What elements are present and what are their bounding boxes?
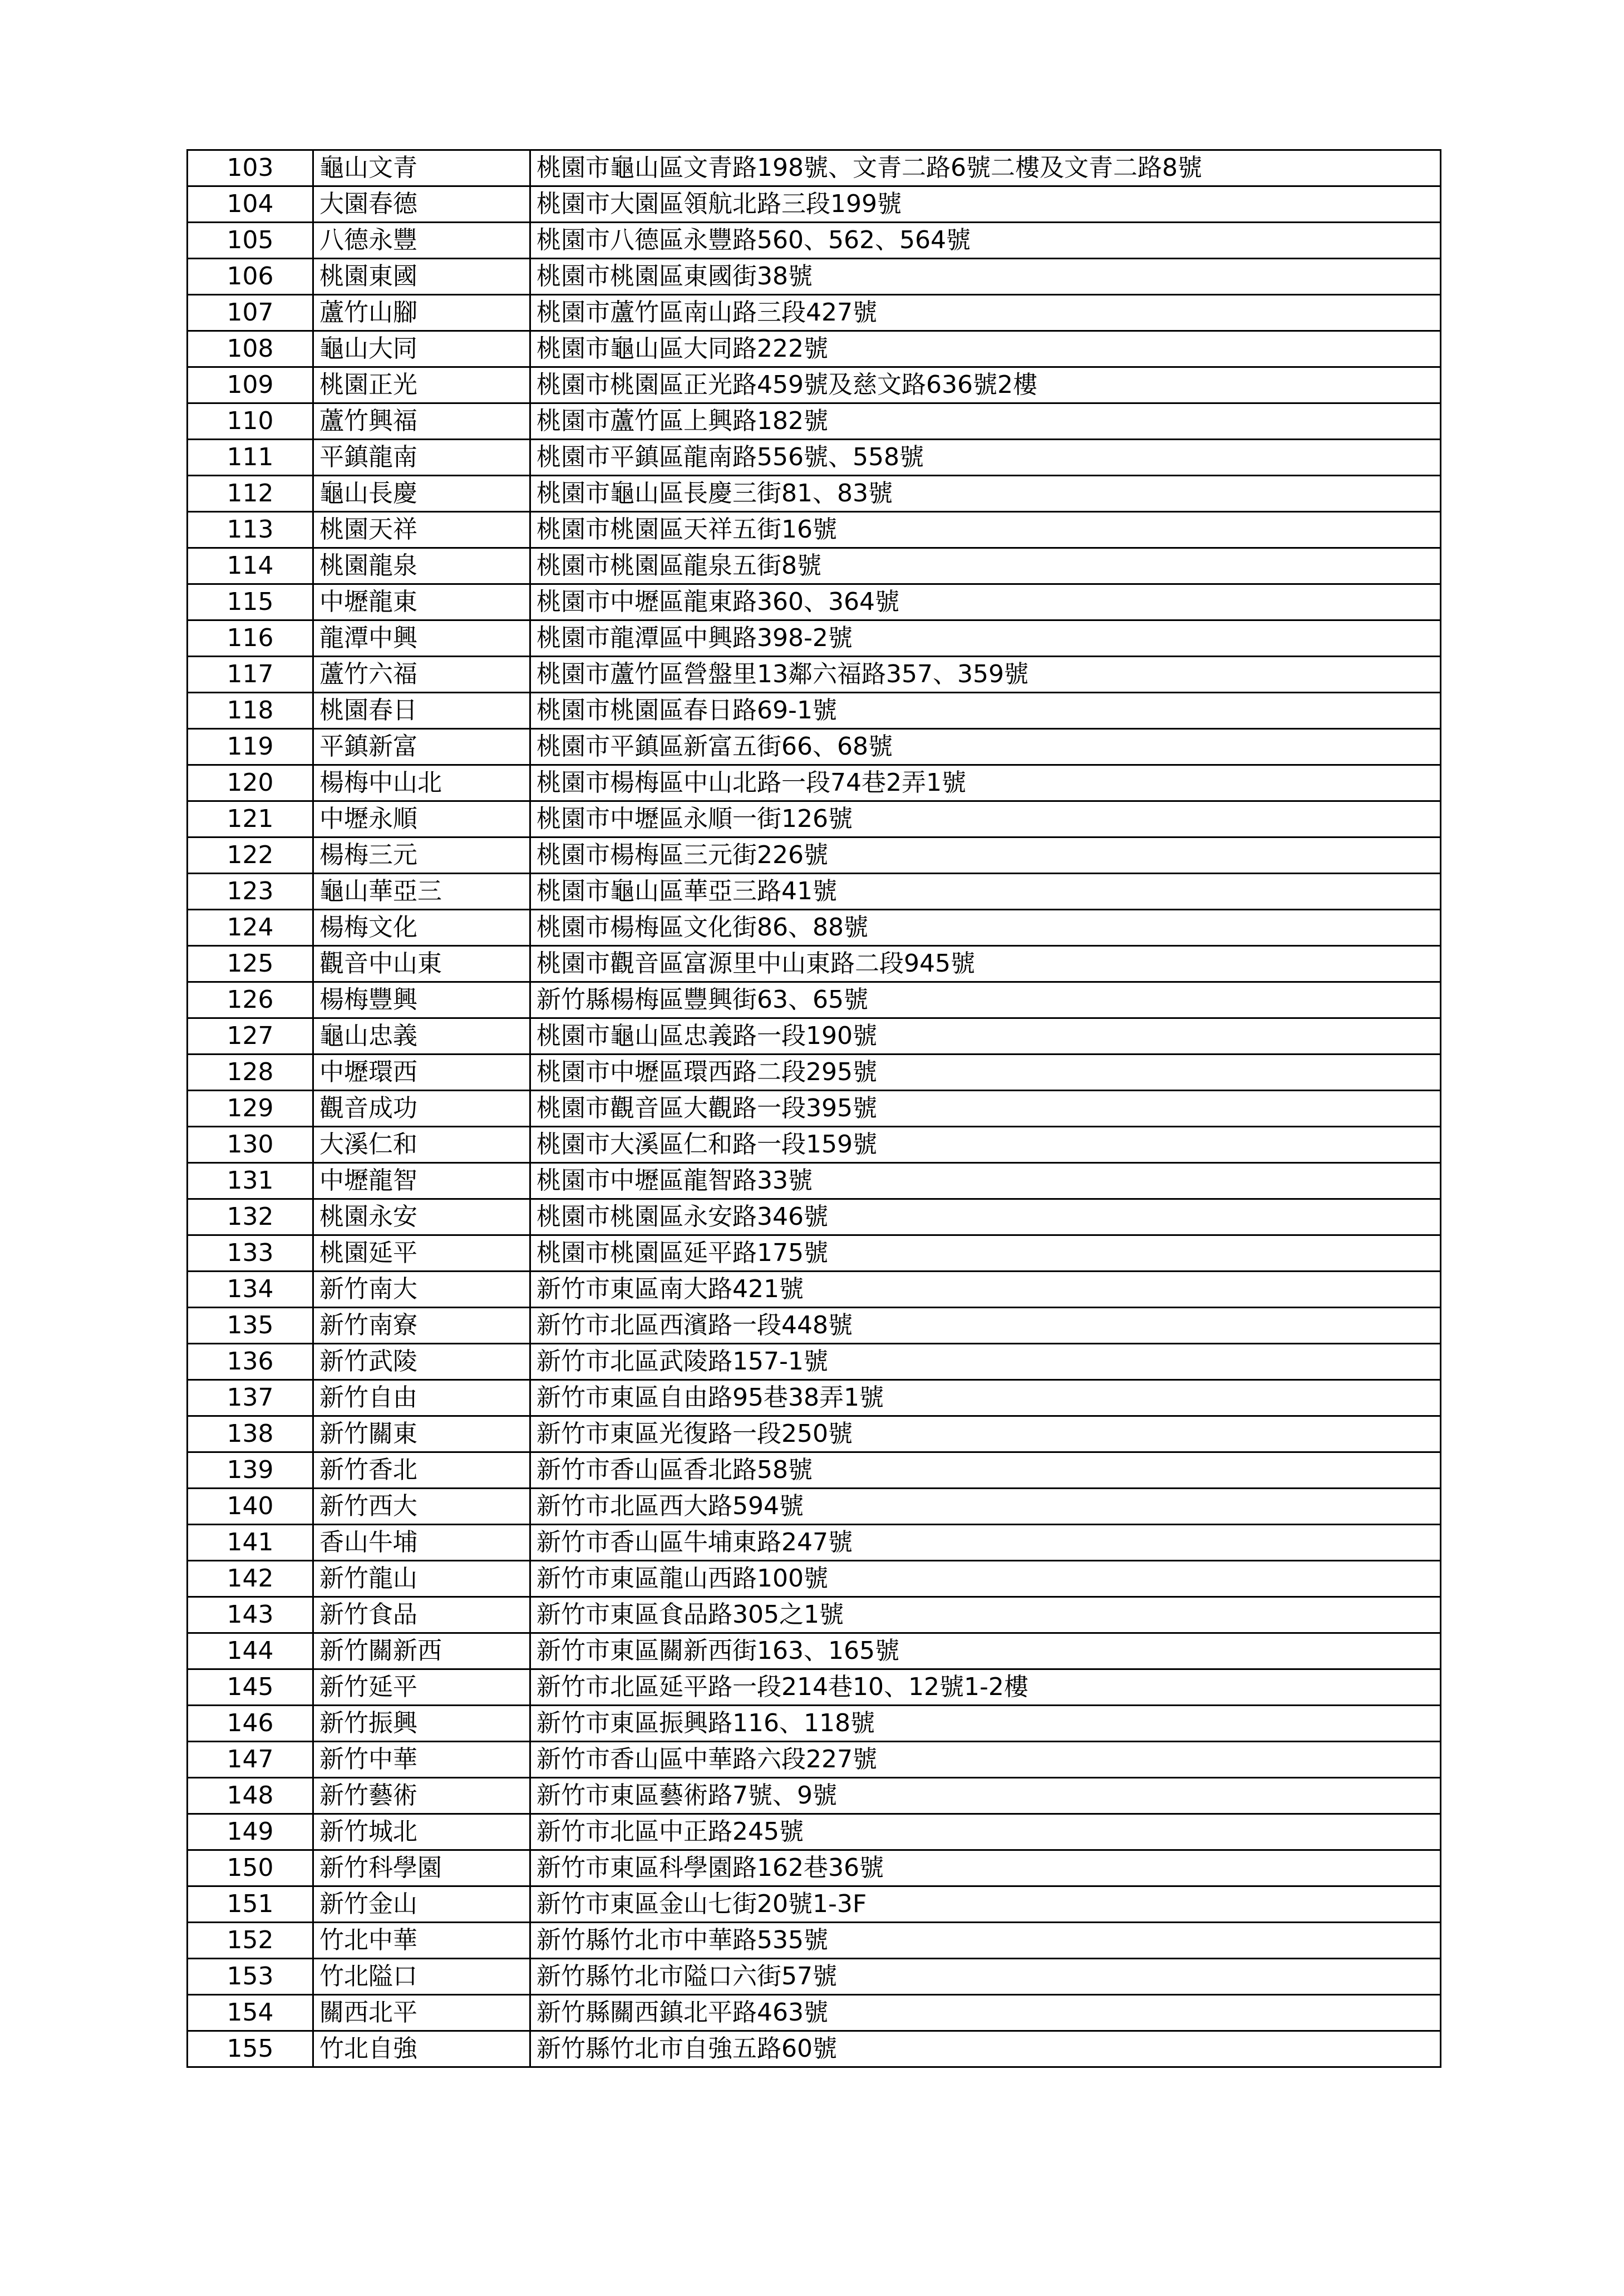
store-name-cell: 楊梅豐興 (313, 982, 530, 1018)
table-row (188, 1814, 1441, 1850)
table-row (188, 1597, 1441, 1633)
table-row (188, 620, 1441, 657)
table-row (188, 946, 1441, 982)
row-number-cell: 133 (188, 1235, 313, 1272)
store-address-cell: 新竹市東區南大路421號 (530, 1272, 1441, 1308)
table-row (188, 548, 1441, 584)
row-number-cell: 120 (188, 765, 313, 801)
row-number-cell: 140 (188, 1489, 313, 1525)
table-row (188, 403, 1441, 440)
store-address-cell: 桃園市八德區永豐路560、562、564號 (530, 223, 1441, 259)
table-row (188, 1344, 1441, 1380)
store-name-cell: 觀音中山東 (313, 946, 530, 982)
row-number-cell: 139 (188, 1452, 313, 1489)
table-row (188, 367, 1441, 403)
table-row (188, 910, 1441, 946)
store-name-cell: 桃園東國 (313, 259, 530, 295)
row-number-cell: 126 (188, 982, 313, 1018)
store-name-cell: 關西北平 (313, 1995, 530, 2031)
store-address-cell: 桃園市觀音區富源里中山東路二段945號 (530, 946, 1441, 982)
table-row (188, 1489, 1441, 1525)
table-row (188, 440, 1441, 476)
store-name-cell: 觀音成功 (313, 1091, 530, 1127)
store-name-cell: 龜山忠義 (313, 1018, 530, 1055)
store-name-cell: 中壢永順 (313, 801, 530, 837)
table-row (188, 801, 1441, 837)
row-number-cell: 103 (188, 150, 313, 186)
table-row (188, 1452, 1441, 1489)
store-name-cell: 中壢龍智 (313, 1163, 530, 1199)
store-name-cell: 龍潭中興 (313, 620, 530, 657)
store-address-cell: 新竹市東區振興路116、118號 (530, 1706, 1441, 1742)
row-number-cell: 121 (188, 801, 313, 837)
store-address-cell: 桃園市龜山區文青路198號、文青二路6號二樓及文青二路8號 (530, 150, 1441, 186)
store-address-cell: 桃園市觀音區大觀路一段395號 (530, 1091, 1441, 1127)
store-name-cell: 中壢環西 (313, 1055, 530, 1091)
row-number-cell: 130 (188, 1127, 313, 1163)
table-row (188, 1199, 1441, 1235)
store-address-cell: 新竹市東區藝術路7號、9號 (530, 1778, 1441, 1814)
row-number-cell: 125 (188, 946, 313, 982)
row-number-cell: 131 (188, 1163, 313, 1199)
store-address-cell: 新竹市北區中正路245號 (530, 1814, 1441, 1850)
table-row (188, 729, 1441, 765)
store-name-cell: 新竹振興 (313, 1706, 530, 1742)
row-number-cell: 138 (188, 1416, 313, 1452)
store-address-cell: 新竹市東區科學園路162巷36號 (530, 1850, 1441, 1886)
store-address-cell: 桃園市中壢區龍智路33號 (530, 1163, 1441, 1199)
store-name-cell: 楊梅文化 (313, 910, 530, 946)
row-number-cell: 119 (188, 729, 313, 765)
store-address-cell: 桃園市大園區領航北路三段199號 (530, 186, 1441, 223)
store-address-cell: 新竹縣竹北市中華路535號 (530, 1923, 1441, 1959)
store-name-cell: 竹北中華 (313, 1923, 530, 1959)
row-number-cell: 110 (188, 403, 313, 440)
table-row (188, 1525, 1441, 1561)
row-number-cell: 144 (188, 1633, 313, 1669)
store-name-cell: 桃園龍泉 (313, 548, 530, 584)
table-row (188, 1018, 1441, 1055)
row-number-cell: 107 (188, 295, 313, 331)
row-number-cell: 109 (188, 367, 313, 403)
table-row (188, 1561, 1441, 1597)
store-name-cell: 楊梅三元 (313, 837, 530, 874)
table-row (188, 1163, 1441, 1199)
store-address-cell: 桃園市龍潭區中興路398-2號 (530, 620, 1441, 657)
store-address-cell: 桃園市蘆竹區營盤里13鄰六福路357、359號 (530, 657, 1441, 693)
table-row (188, 1778, 1441, 1814)
row-number-cell: 104 (188, 186, 313, 223)
store-address-cell: 桃園市龜山區忠義路一段190號 (530, 1018, 1441, 1055)
store-name-cell: 蘆竹六福 (313, 657, 530, 693)
store-name-cell: 新竹藝術 (313, 1778, 530, 1814)
table-row (188, 259, 1441, 295)
store-address-cell: 桃園市中壢區永順一街126號 (530, 801, 1441, 837)
store-name-cell: 新竹南寮 (313, 1308, 530, 1344)
row-number-cell: 129 (188, 1091, 313, 1127)
row-number-cell: 105 (188, 223, 313, 259)
store-address-cell: 桃園市桃園區永安路346號 (530, 1199, 1441, 1235)
store-name-cell: 八德永豐 (313, 223, 530, 259)
store-name-cell: 新竹科學園 (313, 1850, 530, 1886)
store-name-cell: 新竹龍山 (313, 1561, 530, 1597)
row-number-cell: 127 (188, 1018, 313, 1055)
row-number-cell: 122 (188, 837, 313, 874)
row-number-cell: 132 (188, 1199, 313, 1235)
row-number-cell: 112 (188, 476, 313, 512)
store-name-cell: 竹北隘口 (313, 1959, 530, 1995)
table-row (188, 982, 1441, 1018)
table-row (188, 837, 1441, 874)
store-address-table (186, 149, 1441, 2068)
store-address-cell: 桃園市平鎮區新富五街66、68號 (530, 729, 1441, 765)
row-number-cell: 111 (188, 440, 313, 476)
store-address-cell: 新竹市東區關新西街163、165號 (530, 1633, 1441, 1669)
store-address-cell: 新竹市北區武陵路157-1號 (530, 1344, 1441, 1380)
table-row (188, 874, 1441, 910)
row-number-cell: 137 (188, 1380, 313, 1416)
store-address-cell: 桃園市桃園區春日路69-1號 (530, 693, 1441, 729)
table-row (188, 1235, 1441, 1272)
row-number-cell: 149 (188, 1814, 313, 1850)
store-name-cell: 竹北自強 (313, 2031, 530, 2067)
store-name-cell: 新竹武陵 (313, 1344, 530, 1380)
store-name-cell: 新竹城北 (313, 1814, 530, 1850)
store-name-cell: 新竹自由 (313, 1380, 530, 1416)
store-address-cell: 新竹市香山區中華路六段227號 (530, 1742, 1441, 1778)
store-address-cell: 新竹市香山區香北路58號 (530, 1452, 1441, 1489)
store-name-cell: 桃園天祥 (313, 512, 530, 548)
store-address-cell: 新竹縣竹北市隘口六街57號 (530, 1959, 1441, 1995)
store-address-cell: 桃園市楊梅區三元街226號 (530, 837, 1441, 874)
table-row (188, 1886, 1441, 1923)
store-name-cell: 中壢龍東 (313, 584, 530, 620)
store-address-cell: 桃園市桃園區東國街38號 (530, 259, 1441, 295)
store-address-cell: 桃園市桃園區龍泉五街8號 (530, 548, 1441, 584)
row-number-cell: 136 (188, 1344, 313, 1380)
row-number-cell: 145 (188, 1669, 313, 1706)
row-number-cell: 116 (188, 620, 313, 657)
table-row (188, 657, 1441, 693)
store-address-cell: 桃園市龜山區華亞三路41號 (530, 874, 1441, 910)
store-address-cell: 新竹縣關西鎮北平路463號 (530, 1995, 1441, 2031)
table-row (188, 476, 1441, 512)
row-number-cell: 115 (188, 584, 313, 620)
store-address-cell: 桃園市桃園區正光路459號及慈文路636號2樓 (530, 367, 1441, 403)
store-name-cell: 龜山華亞三 (313, 874, 530, 910)
table-row (188, 2031, 1441, 2067)
table-row (188, 1127, 1441, 1163)
row-number-cell: 123 (188, 874, 313, 910)
store-name-cell: 新竹食品 (313, 1597, 530, 1633)
row-number-cell: 147 (188, 1742, 313, 1778)
row-number-cell: 108 (188, 331, 313, 367)
table-row (188, 331, 1441, 367)
store-address-cell: 桃園市蘆竹區上興路182號 (530, 403, 1441, 440)
store-name-cell: 龜山長慶 (313, 476, 530, 512)
row-number-cell: 118 (188, 693, 313, 729)
row-number-cell: 148 (188, 1778, 313, 1814)
store-name-cell: 龜山大同 (313, 331, 530, 367)
table-row (188, 693, 1441, 729)
store-address-cell: 桃園市大溪區仁和路一段159號 (530, 1127, 1441, 1163)
table-row (188, 1706, 1441, 1742)
table-row (188, 1742, 1441, 1778)
store-address-cell: 桃園市蘆竹區南山路三段427號 (530, 295, 1441, 331)
store-name-cell: 大溪仁和 (313, 1127, 530, 1163)
store-address-cell: 桃園市平鎮區龍南路556號、558號 (530, 440, 1441, 476)
table-row (188, 150, 1441, 186)
row-number-cell: 135 (188, 1308, 313, 1344)
store-name-cell: 蘆竹興福 (313, 403, 530, 440)
store-address-cell: 桃園市龜山區長慶三街81、83號 (530, 476, 1441, 512)
store-address-cell: 新竹市東區食品路305之1號 (530, 1597, 1441, 1633)
row-number-cell: 134 (188, 1272, 313, 1308)
store-address-cell: 新竹市北區延平路一段214巷10、12號1-2樓 (530, 1669, 1441, 1706)
store-name-cell: 新竹中華 (313, 1742, 530, 1778)
row-number-cell: 124 (188, 910, 313, 946)
store-name-cell: 香山牛埔 (313, 1525, 530, 1561)
store-address-cell: 桃園市桃園區天祥五街16號 (530, 512, 1441, 548)
store-name-cell: 新竹南大 (313, 1272, 530, 1308)
row-number-cell: 113 (188, 512, 313, 548)
table-row (188, 1055, 1441, 1091)
table-body (188, 150, 1441, 2067)
row-number-cell: 143 (188, 1597, 313, 1633)
store-address-cell: 新竹市北區西濱路一段448號 (530, 1308, 1441, 1344)
table-row (188, 1995, 1441, 2031)
table-row (188, 1308, 1441, 1344)
store-name-cell: 新竹西大 (313, 1489, 530, 1525)
store-address-cell: 桃園市楊梅區中山北路一段74巷2弄1號 (530, 765, 1441, 801)
store-name-cell: 龜山文青 (313, 150, 530, 186)
store-name-cell: 平鎮龍南 (313, 440, 530, 476)
store-name-cell: 新竹關東 (313, 1416, 530, 1452)
row-number-cell: 152 (188, 1923, 313, 1959)
row-number-cell: 150 (188, 1850, 313, 1886)
store-address-cell: 桃園市中壢區環西路二段295號 (530, 1055, 1441, 1091)
table-row (188, 584, 1441, 620)
row-number-cell: 151 (188, 1886, 313, 1923)
store-name-cell: 桃園永安 (313, 1199, 530, 1235)
store-address-cell: 新竹縣楊梅區豐興街63、65號 (530, 982, 1441, 1018)
table-row (188, 1850, 1441, 1886)
table-row (188, 1633, 1441, 1669)
store-name-cell: 新竹延平 (313, 1669, 530, 1706)
row-number-cell: 141 (188, 1525, 313, 1561)
table-row (188, 1380, 1441, 1416)
store-name-cell: 平鎮新富 (313, 729, 530, 765)
store-name-cell: 新竹關新西 (313, 1633, 530, 1669)
store-address-cell: 新竹市東區光復路一段250號 (530, 1416, 1441, 1452)
store-address-cell: 桃園市龜山區大同路222號 (530, 331, 1441, 367)
row-number-cell: 153 (188, 1959, 313, 1995)
store-address-cell: 新竹市香山區牛埔東路247號 (530, 1525, 1441, 1561)
table-row (188, 1669, 1441, 1706)
table-row (188, 1272, 1441, 1308)
table-row (188, 1091, 1441, 1127)
store-name-cell: 蘆竹山腳 (313, 295, 530, 331)
table-row (188, 512, 1441, 548)
store-name-cell: 楊梅中山北 (313, 765, 530, 801)
table-row (188, 295, 1441, 331)
row-number-cell: 128 (188, 1055, 313, 1091)
store-address-cell: 桃園市桃園區延平路175號 (530, 1235, 1441, 1272)
store-address-cell: 桃園市中壢區龍東路360、364號 (530, 584, 1441, 620)
store-name-cell: 新竹香北 (313, 1452, 530, 1489)
row-number-cell: 117 (188, 657, 313, 693)
row-number-cell: 142 (188, 1561, 313, 1597)
store-name-cell: 桃園延平 (313, 1235, 530, 1272)
store-address-cell: 新竹市東區自由路95巷38弄1號 (530, 1380, 1441, 1416)
row-number-cell: 155 (188, 2031, 313, 2067)
store-name-cell: 大園春德 (313, 186, 530, 223)
store-name-cell: 新竹金山 (313, 1886, 530, 1923)
row-number-cell: 114 (188, 548, 313, 584)
table-row (188, 1959, 1441, 1995)
store-name-cell: 桃園春日 (313, 693, 530, 729)
row-number-cell: 154 (188, 1995, 313, 2031)
row-number-cell: 106 (188, 259, 313, 295)
table-row (188, 765, 1441, 801)
store-address-cell: 新竹縣竹北市自強五路60號 (530, 2031, 1441, 2067)
table-row (188, 1923, 1441, 1959)
store-address-cell: 新竹市東區龍山西路100號 (530, 1561, 1441, 1597)
store-name-cell: 桃園正光 (313, 367, 530, 403)
row-number-cell: 146 (188, 1706, 313, 1742)
store-address-cell: 新竹市東區金山七街20號1-3F (530, 1886, 1441, 1923)
store-address-cell: 桃園市楊梅區文化街86、88號 (530, 910, 1441, 946)
table-row (188, 186, 1441, 223)
table-row (188, 1416, 1441, 1452)
table-row (188, 223, 1441, 259)
store-address-cell: 新竹市北區西大路594號 (530, 1489, 1441, 1525)
